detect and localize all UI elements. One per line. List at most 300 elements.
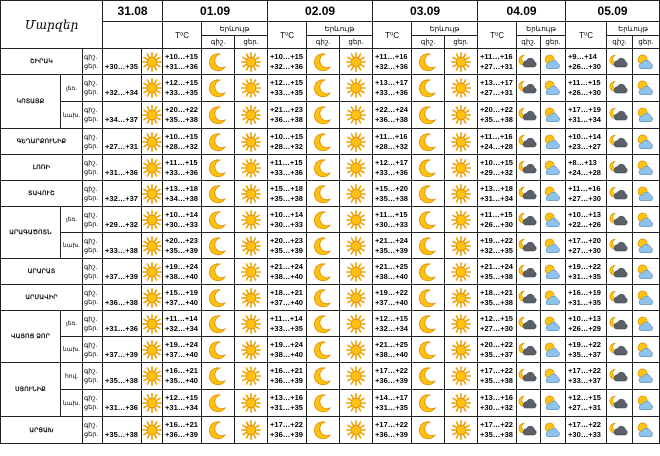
temperature-cell [566,129,607,155]
moon-icon [412,314,444,334]
temp-range-day: +27…+31 [480,61,513,71]
sun-icon [340,184,372,204]
region-name: ԱՐԱԳԱԾՈՏՆ [1,207,61,259]
weather-cell [633,129,660,155]
subregion-label: նախ. [61,102,83,129]
temperature-cell [268,363,307,390]
moon-icon [412,393,444,413]
temp-range-night: +19…+22 [568,261,601,271]
temperature-cell [373,155,412,181]
sun-cloud-icon [633,105,659,125]
moon-icon [307,366,339,386]
weather-cell [307,311,340,337]
cloud-moon-icon [607,158,632,178]
weather-cell [541,155,566,181]
moon-icon [202,314,234,334]
day-night-labels [83,233,103,259]
weather-cell [340,75,373,102]
sun-icon [142,420,162,440]
temperature-cell [268,390,307,417]
night-label: գիշ. [84,80,98,87]
temp-range-night: +19…+24 [165,261,198,271]
temp-range-night: +10…+13 [568,209,601,219]
sun-cloud-icon [633,288,659,308]
moon-icon [307,420,339,440]
weather-cell [445,363,478,390]
temp-range-day: +35…+38 [480,297,513,307]
cloud-moon-icon [517,52,540,72]
weather-cell [307,390,340,417]
sun-cloud-icon [633,132,659,152]
temp-range-night: +11…+16 [375,51,408,61]
weather-cell [202,102,235,129]
moon-icon [412,52,444,72]
weather-header: Երևույթ [607,22,660,36]
temp-range-day: +27…+31 [568,403,601,412]
weather-cell [235,129,268,155]
date-header: 31.08 [103,1,163,22]
weather-cell [307,102,340,129]
temperature-cell [268,417,307,444]
weather-cell [607,102,633,129]
sun-icon [235,262,267,282]
sun-icon [340,78,372,98]
temperature-cell [566,102,607,129]
sun-icon [340,420,372,440]
sun-icon [445,184,477,204]
temp-range-night: +17…+19 [568,105,601,114]
temp-range-day: +35…+37 [568,349,601,359]
weather-cell [607,363,633,390]
temp-range-day: +31…+35 [375,403,408,412]
temperature-cell [373,129,412,155]
temp-range-night: +16…+21 [165,420,198,429]
weather-cell [517,417,541,444]
weather-cell [307,75,340,102]
temp-range-day: +26…+29 [568,323,601,333]
weather-cell [307,363,340,390]
sun-cloud-icon [633,393,659,413]
weather-cell [307,417,340,444]
weather-cell [340,102,373,129]
weather-cell [235,75,268,102]
sun-icon [445,210,477,230]
region-name: ՏԱՎՈՒՇ [1,181,83,207]
moon-icon [202,420,234,440]
sun-icon [235,52,267,72]
weather-cell [633,207,660,233]
temp-range-day: +35…+38 [375,193,408,203]
weather-cell [142,390,163,417]
temp-range-day: +36…+39 [375,430,408,439]
temp-range-day: +28…+32 [270,141,303,151]
temp-range-day: +35…+39 [165,245,198,255]
weather-cell [633,390,660,417]
table-row [1,311,660,337]
weather-cell [445,285,478,311]
cloud-moon-icon [607,52,632,72]
weather-cell [633,233,660,259]
temperature-cell [566,311,607,337]
temp-range-day: +36…+39 [270,430,303,439]
sun-icon [445,105,477,125]
temp-range-night: +16…+21 [270,366,303,375]
night-label: գիշ. [84,315,98,323]
temp-range-night: +11…+16 [480,131,513,141]
night-label: գիշ. [84,211,98,219]
sun-cloud-icon [541,105,565,125]
temp-range-night: +11…+15 [270,157,303,167]
table-row [1,417,660,444]
sun-cloud-icon [633,158,659,178]
weather-cell [202,311,235,337]
temp-range-night: +12…+15 [165,78,198,87]
night-label: գիշ. [84,237,98,245]
weather-cell [202,181,235,207]
temp-range-day: +31…+34 [568,115,601,124]
weather-cell [235,285,268,311]
temp-range-night: +10…+14 [165,209,198,219]
sun-icon [235,314,267,334]
temp-range: +27…+31 [105,141,138,151]
date-header: 04.09 [478,1,566,22]
region-name: ԱՐՑԱԽ [1,417,83,444]
weather-cell [541,49,566,75]
temp-range-day: +28…+32 [375,141,408,151]
temp-range-day: +32…+36 [270,61,303,71]
moon-icon [202,393,234,413]
sun-icon [340,288,372,308]
weather-cell [445,417,478,444]
temp-range-night: +10…+15 [270,51,303,61]
temperature-cell [373,311,412,337]
temp-range-day: +38…+40 [375,271,408,281]
temp-range-day: +36…+39 [375,376,408,385]
temp-range-night: +15…+19 [165,287,198,297]
cloud-moon-icon [607,420,632,440]
temp-range-day: +30…+33 [270,219,303,229]
weather-cell [202,390,235,417]
cloud-moon-icon [607,184,632,204]
temp-range-day: +38…+40 [270,271,303,281]
sun-icon [142,366,162,386]
moon-icon [202,210,234,230]
temp-range-day: +30…+33 [165,219,198,229]
region-name: ԱՐՄԱՎԻՐ [1,285,83,311]
temperature-cell [163,363,202,390]
moon-icon [412,340,444,360]
sun-icon [340,262,372,282]
sun-cloud-icon [541,78,565,98]
table-row [1,49,660,75]
moon-icon [307,288,339,308]
weather-cell [235,102,268,129]
night-label: գիշ. [84,53,98,61]
weather-cell [340,233,373,259]
weather-cell [607,259,633,285]
temp-range-night: +21…+25 [375,339,408,349]
temp-range: +31…+36 [105,167,138,177]
temperature-cell [566,49,607,75]
moon-icon [412,210,444,230]
weather-cell [541,390,566,417]
temperature-cell [373,233,412,259]
date-header: 01.09 [163,1,268,22]
sun-icon [445,78,477,98]
moon-icon [307,340,339,360]
weather-cell [340,259,373,285]
table-row [1,155,660,181]
region-name: ՍՅՈՒՆԻՔ [1,363,61,417]
sun-cloud-icon [541,262,565,282]
moon-icon [307,132,339,152]
moon-icon [202,184,234,204]
day-header: ցեր. [445,36,478,49]
sun-icon [142,184,162,204]
temperature-cell [566,75,607,102]
temp-range: +36…+38 [105,297,138,307]
temp-range-night: +20…+22 [480,105,513,114]
region-name: ԳԵՂԱՐՔՈՒՆԻՔ [1,129,83,155]
weather-cell [142,207,163,233]
moon-icon [202,288,234,308]
temp-range-day: +26…+30 [568,88,601,97]
sun-cloud-icon [633,52,659,72]
table-row [1,102,660,129]
night-header: գիշ. [412,36,445,49]
sun-cloud-icon [633,366,659,386]
cloud-moon-icon [607,393,632,413]
forecast-rows [1,49,660,444]
weather-cell [412,259,445,285]
sun-cloud-icon [541,366,565,386]
weather-cell [142,417,163,444]
temperature-cell [103,181,142,207]
day-night-labels [83,129,103,155]
temp-range-night: +12…+17 [375,157,408,167]
sun-cloud-icon [541,52,565,72]
day-label: ցեր. [84,377,99,384]
temperature-cell [268,102,307,129]
temp-range-day: +38…+40 [270,349,303,359]
weather-cell [202,417,235,444]
temperature-cell [478,417,517,444]
temperature-cell [163,49,202,75]
sun-icon [235,288,267,308]
moon-icon [307,210,339,230]
day-label: ցեր. [84,116,99,123]
temp-range-day: +33…+36 [375,167,408,177]
temperature-cell [103,102,142,129]
sun-icon [235,184,267,204]
day-night-labels [83,337,103,363]
weather-cell [202,259,235,285]
weather-cell [412,363,445,390]
moon-icon [412,78,444,98]
temp-range-day: +33…+35 [270,323,303,333]
weather-cell [340,337,373,363]
weather-cell [412,129,445,155]
moon-icon [202,105,234,125]
day-label: ցեր. [84,272,99,280]
weather-cell [541,75,566,102]
temp-range-day: +35…+38 [165,115,198,124]
moon-icon [307,314,339,334]
temperature-cell [268,233,307,259]
temp-range-night: +16…+19 [568,287,601,297]
temp-range-day: +27…+30 [568,193,601,203]
cloud-moon-icon [517,420,540,440]
weather-cell [607,311,633,337]
table-row [1,337,660,363]
region-name: ԿՈՏԱՅՔ [1,75,61,129]
sun-icon [340,105,372,125]
temp-range-night: +20…+23 [270,235,303,245]
weather-cell [340,311,373,337]
temp-range-day: +37…+40 [165,297,198,307]
sun-icon [142,158,162,178]
temperature-cell [373,207,412,233]
temp-header: T⁰C [268,22,307,49]
temp-range: +35…+38 [105,430,138,439]
sun-icon [445,366,477,386]
temp-range-day: +38…+40 [165,271,198,281]
sun-cloud-icon [633,210,659,230]
cloud-moon-icon [517,132,540,152]
weather-cell [307,337,340,363]
weather-cell [202,75,235,102]
temperature-cell [268,75,307,102]
temp-range: +32…+34 [105,88,138,97]
weather-cell [142,155,163,181]
sun-icon [142,314,162,334]
temp-range-day: +22…+26 [568,219,601,229]
temp-range-night: +13…+17 [480,78,513,87]
subregion-label: լեռ. [61,75,83,102]
moon-icon [307,78,339,98]
temp-range-night: +19…+24 [165,339,198,349]
sun-icon [235,236,267,256]
cloud-moon-icon [607,78,632,98]
weather-cell [202,207,235,233]
moon-icon [202,52,234,72]
temperature-cell [566,233,607,259]
weather-cell [142,75,163,102]
weather-cell [202,337,235,363]
weather-cell [142,102,163,129]
weather-cell [607,337,633,363]
sun-icon [235,366,267,386]
temp-range-night: +12…+15 [165,393,198,402]
temp-range-night: +11…+15 [375,209,408,219]
weather-cell [445,311,478,337]
moon-icon [412,158,444,178]
temperature-cell [478,129,517,155]
temp-range: +30…+35 [105,61,138,71]
temperature-cell [103,285,142,311]
temp-range-night: +10…+15 [270,131,303,141]
cloud-moon-icon [607,210,632,230]
date-header: 05.09 [566,1,660,22]
temperature-cell [478,390,517,417]
day-night-labels [83,207,103,233]
weather-cell [412,417,445,444]
temperature-cell [478,75,517,102]
moon-icon [307,393,339,413]
weather-cell [633,285,660,311]
weather-cell [340,155,373,181]
temperature-cell [373,102,412,129]
sun-icon [340,132,372,152]
temp-range-night: +18…+21 [480,287,513,297]
temperature-cell [103,129,142,155]
date-header: 02.09 [268,1,373,22]
day-header: ցեր. [541,36,566,49]
sun-cloud-icon [633,236,659,256]
sun-icon [235,420,267,440]
sun-icon [142,210,162,230]
cloud-moon-icon [607,132,632,152]
sun-icon [445,393,477,413]
temperature-cell [163,155,202,181]
weather-cell [633,417,660,444]
temp-range-day: +31…+35 [568,271,601,281]
weather-cell [541,259,566,285]
temp-range-day: +35…+38 [480,115,513,124]
weather-cell [607,207,633,233]
temp-range-night: +20…+22 [165,105,198,114]
weather-cell [235,259,268,285]
temp-range-day: +27…+30 [568,245,601,255]
sun-icon [235,158,267,178]
day-night-labels [83,285,103,311]
weather-cell [412,207,445,233]
sun-cloud-icon [541,288,565,308]
temp-range-day: +38…+40 [375,349,408,359]
temperature-cell [373,181,412,207]
weather-cell [142,181,163,207]
temp-range: +33…+38 [105,245,138,255]
weather-cell [142,259,163,285]
weather-cell [517,49,541,75]
cloud-moon-icon [607,105,632,125]
temp-range-day: +24…+28 [480,141,513,151]
weather-cell [307,259,340,285]
temp-range-day: +37…+40 [270,297,303,307]
weather-cell [541,181,566,207]
night-label: գիշ. [84,289,98,297]
sun-cloud-icon [541,420,565,440]
temp-range-night: +11…+16 [480,51,513,61]
sun-icon [445,340,477,360]
sun-icon [340,340,372,360]
weather-cell [445,259,478,285]
weather-cell [517,75,541,102]
weather-cell [541,311,566,337]
weather-cell [340,417,373,444]
day-night-labels [83,181,103,207]
weather-cell [607,285,633,311]
temp-range-day: +33…+36 [375,88,408,97]
weather-cell [340,363,373,390]
temp-range-night: +13…+18 [480,183,513,193]
weather-cell [307,233,340,259]
temp-range-day: +32…+36 [375,61,408,71]
region-name: ԱՐԱՐԱՏ [1,259,83,285]
temperature-cell [566,363,607,390]
day-label: ցեր. [84,324,99,332]
moon-icon [202,262,234,282]
